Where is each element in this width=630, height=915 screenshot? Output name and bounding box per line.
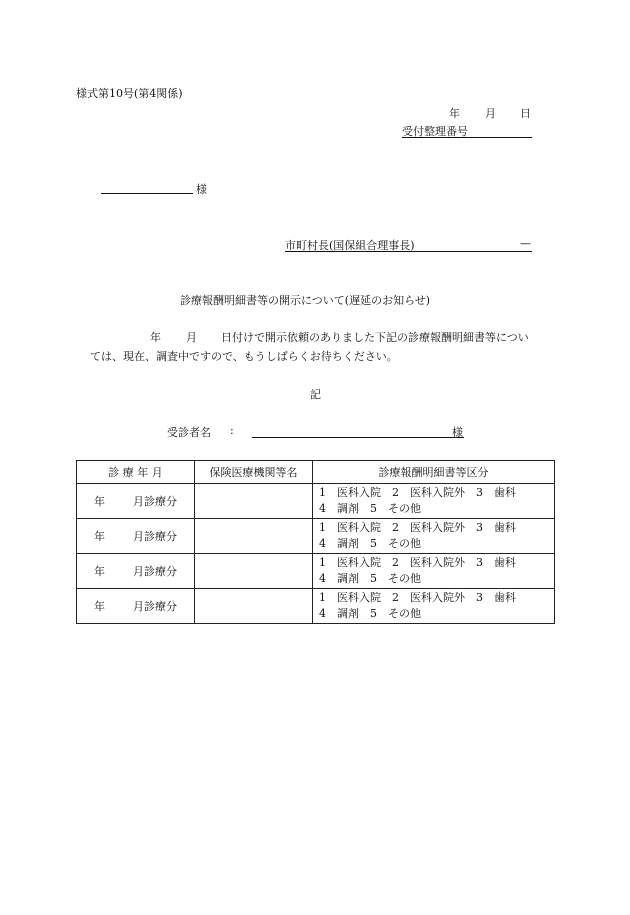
institution-cell[interactable] xyxy=(195,589,313,624)
addressee-suffix: 様 xyxy=(196,183,207,196)
patient-name-field[interactable] xyxy=(252,437,464,438)
row-month: 月診療分 xyxy=(133,530,177,543)
institution-cell[interactable] xyxy=(195,484,313,519)
issuer-name-field[interactable] xyxy=(285,251,532,252)
header-category: 診療報酬明細書等区分 xyxy=(313,461,555,484)
category-line1: 1 医科入院 2 医科入院外 3 歯科 xyxy=(319,556,516,569)
category-cell[interactable] xyxy=(313,519,555,554)
table-header-row xyxy=(77,461,555,484)
category-cell[interactable] xyxy=(313,589,555,624)
treatment-month-cell[interactable] xyxy=(77,554,195,589)
receipt-number-label: 受付整理番号 xyxy=(402,125,468,138)
category-line1: 1 医科入院 2 医科入院外 3 歯科 xyxy=(319,591,516,604)
category-line2: 4 調剤 5 その他 xyxy=(319,502,421,515)
disclosure-table xyxy=(76,460,555,624)
patient-suffix: 様 xyxy=(452,426,463,439)
row-year: 年 xyxy=(94,600,105,613)
form-number: 様式第10号(第4関係) xyxy=(76,87,183,100)
header-treatment-month: 診 療 年 月 xyxy=(77,461,195,484)
category-line1: 1 医科入院 2 医科入院外 3 歯科 xyxy=(319,521,516,534)
header-institution: 保険医療機関等名 xyxy=(195,461,313,484)
body-month: 月 xyxy=(186,331,197,344)
row-year: 年 xyxy=(94,495,105,508)
category-line2: 4 調剤 5 その他 xyxy=(319,537,421,550)
body-line1: 日付けで開示依頼のありました下記の診療報酬明細書等につい xyxy=(221,331,529,344)
document-title: 診療報酬明細書等の開示について(遅延のお知らせ) xyxy=(180,294,431,307)
table-row xyxy=(77,554,555,589)
row-month: 月診療分 xyxy=(133,600,177,613)
institution-cell[interactable] xyxy=(195,554,313,589)
issuer-label: 市町村長(国保組合理事長) xyxy=(285,239,415,252)
receipt-number-field[interactable] xyxy=(402,137,532,138)
body-line2: ては、現在、調査中ですので、もうしばらくお待ちください。 xyxy=(90,350,398,363)
table-row xyxy=(77,589,555,624)
patient-colon: : xyxy=(230,424,234,437)
row-month: 月診療分 xyxy=(133,565,177,578)
patient-label: 受診者名 xyxy=(167,426,211,439)
row-month: 月診療分 xyxy=(133,495,177,508)
table-row xyxy=(77,484,555,519)
category-line2: 4 調剤 5 その他 xyxy=(319,572,421,585)
category-line1: 1 医科入院 2 医科入院外 3 歯科 xyxy=(319,486,516,499)
ki-mark: 記 xyxy=(310,388,321,401)
row-year: 年 xyxy=(94,530,105,543)
date-month: 月 xyxy=(485,107,496,120)
issuer-mark: — xyxy=(520,237,531,250)
category-cell[interactable] xyxy=(313,484,555,519)
date-year: 年 xyxy=(449,107,460,120)
addressee-name-field[interactable] xyxy=(101,193,193,194)
treatment-month-cell[interactable] xyxy=(77,519,195,554)
treatment-month-cell[interactable] xyxy=(77,589,195,624)
institution-cell[interactable] xyxy=(195,519,313,554)
body-year: 年 xyxy=(150,331,161,344)
row-year: 年 xyxy=(94,565,105,578)
treatment-month-cell[interactable] xyxy=(77,484,195,519)
category-line2: 4 調剤 5 その他 xyxy=(319,607,421,620)
date-day: 日 xyxy=(520,107,531,120)
category-cell[interactable] xyxy=(313,554,555,589)
table-row xyxy=(77,519,555,554)
